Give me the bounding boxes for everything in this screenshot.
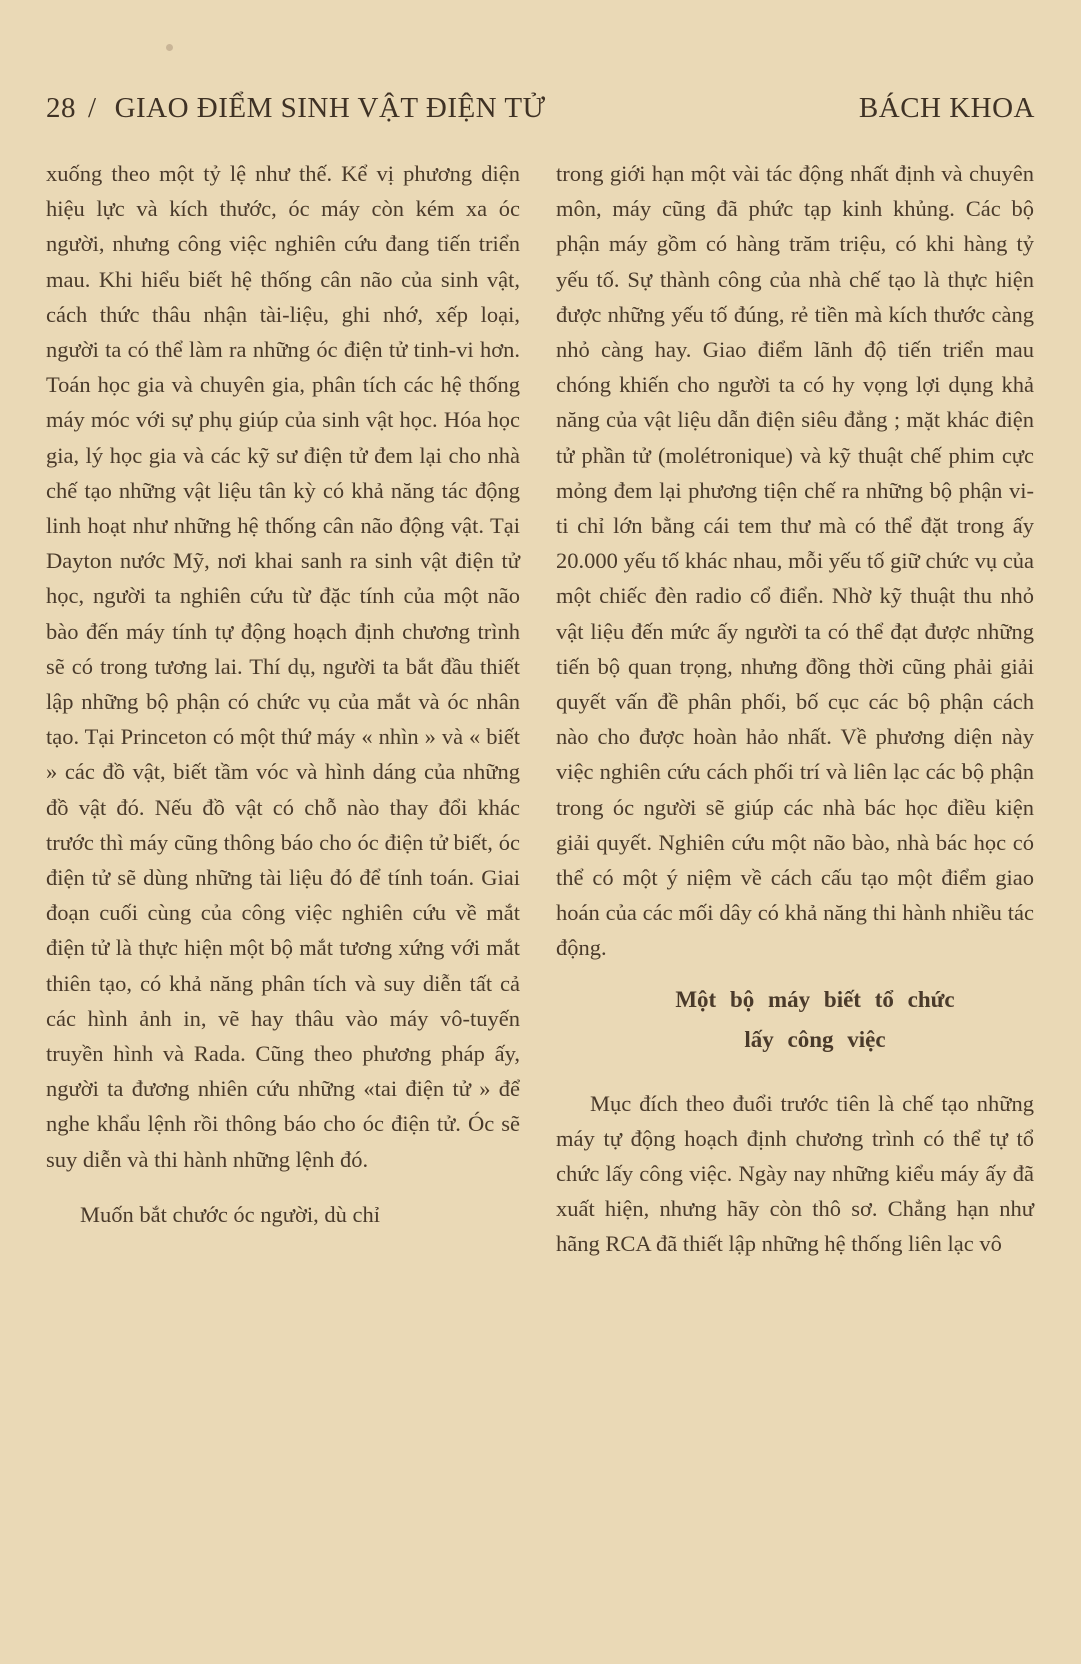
left-paragraph-2: Muốn bắt chước óc người, dù chỉ bbox=[80, 1201, 381, 1227]
print-speck bbox=[166, 44, 173, 51]
left-paragraph-1: xuống theo một tỷ lệ như thế. Kể vị phương diện hiệu lực và kích thước, óc máy còn kém xa óc người, nhưng công việc nghiên cứu đang tiến triển mau. Khi hiểu biết hệ thống cân não của sinh vật, cách thức thâu nhận tài-liệu, ghi nhớ, xếp loại, người ta có thể làm ra những óc điện tử tinh-vi hơn. Toán học gia và chuyên gia, phân tích các hệ thống máy móc với sự phụ giúp của sinh vật học. Hóa học gia, lý học gia và các kỹ sư điện tử đem lại cho nhà chế tạo những vật liệu tân kỳ có khả năng tác động linh hoạt như những hệ thống cân não động vật. Tại Dayton nước Mỹ, nơi khai sanh ra sinh vật điện tử học, người ta nghiên cứu từ đặc tính của một não bào đến máy tính tự động hoạch định chương trình sẽ có trong tương lai. Thí dụ, người ta bắt đầu thiết lập những bộ phận có chức vụ của mắt và óc nhân tạo. Tại Princeton có một thứ máy « nhìn » và « biết » các đồ vật, biết tầm vóc và hình dáng của những đồ vật đó. Nếu đồ vật có chỗ nào thay đổi khác trước thì máy cũng thông báo cho óc điện tử biết, óc điện tử sẽ dùng những tài liệu đó để tính toán. Giai đoạn cuối cùng của công việc nghiên cứu về mắt điện tử là thực hiện một bộ mắt tương xứng với mắt thiên tạo, có khả năng phân tích và suy diễn tất cả các hình ảnh in, vẽ hay thâu vào máy vô-tuyến truyền hình và Rada. Cũng theo phương pháp ấy, người ta đương nhiên cứu những «tai điện tử » để nghe khẩu lệnh rồi thông báo cho óc điện tử. Óc sẽ suy diễn và thi hành những lệnh đó. bbox=[46, 161, 520, 1172]
section-heading-line-2: lấy công việc bbox=[744, 1026, 886, 1052]
page-number: 28 bbox=[46, 92, 76, 124]
left-column bbox=[46, 156, 520, 1644]
section-heading bbox=[596, 980, 1034, 1060]
right-paragraph-2: Mục đích theo đuổi trước tiên là chế tạo những máy tự động hoạch định chương trình có thể tự tổ chức lấy công việc. Ngày nay những kiểu máy ấy đã xuất hiện, nhưng hãy còn thô sơ. Chẳng hạn như hãng RCA đã thiết lập những hệ thống liên lạc vô bbox=[556, 1090, 1034, 1257]
right-paragraph-1: trong giới hạn một vài tác động nhất định và chuyên môn, máy cũng đã phức tạp kinh khủng. Các bộ phận máy gồm có hàng trăm triệu, có khi hàng tỷ yếu tố. Sự thành công của nhà chế tạo là thực hiện được những yếu tố đúng, rẻ tiền mà kích thước càng nhỏ càng hay. Giao điểm lãnh độ tiến triển mau chóng khiến cho người ta có hy vọng lợi dụng khả năng của vật liệu dẫn điện siêu đẳng ; mặt khác điện tử phần tử (molétronique) và kỹ thuật chế phim cực mỏng đem lại phương tiện chế ra những bộ phận vi-ti chỉ lớn bằng cái tem thư mà có thể đặt trong ấy 20.000 yếu tố khác nhau, mỗi yếu tố giữ chức vụ của một chiếc đèn radio cổ điển. Nhờ kỹ thuật thu nhỏ vật liệu đến mức ấy người ta có thể đạt được những tiến bộ quan trọng, nhưng đồng thời cũng phải giải quyết vấn đề phân phối, bố cục các bộ phận cách nào cho được hoàn hảo nhất. Về phương diện này việc nghiên cứu cách phối trí và liên lạc các bộ phận trong óc người sẽ giúp các nhà bác học điều kiện giải quyết. Nghiên cứu một não bào, nhà bác học có thể có một ý niệm về cách cấu tạo một điểm giao hoán của các mối dây có khả năng thi hành nhiều tác động. bbox=[556, 161, 1034, 961]
paragraph-gap bbox=[46, 1177, 520, 1197]
running-header bbox=[46, 92, 1035, 126]
right-column bbox=[556, 156, 1034, 1644]
magazine-name: BÁCH KHOA bbox=[858, 92, 1035, 124]
section-heading-line-1: Một bộ máy biết tổ chức bbox=[675, 986, 955, 1012]
running-title: GIAO ĐIỂM SINH VẬT ĐIỆN TỬ bbox=[114, 92, 546, 124]
header-separator: / bbox=[88, 92, 97, 124]
